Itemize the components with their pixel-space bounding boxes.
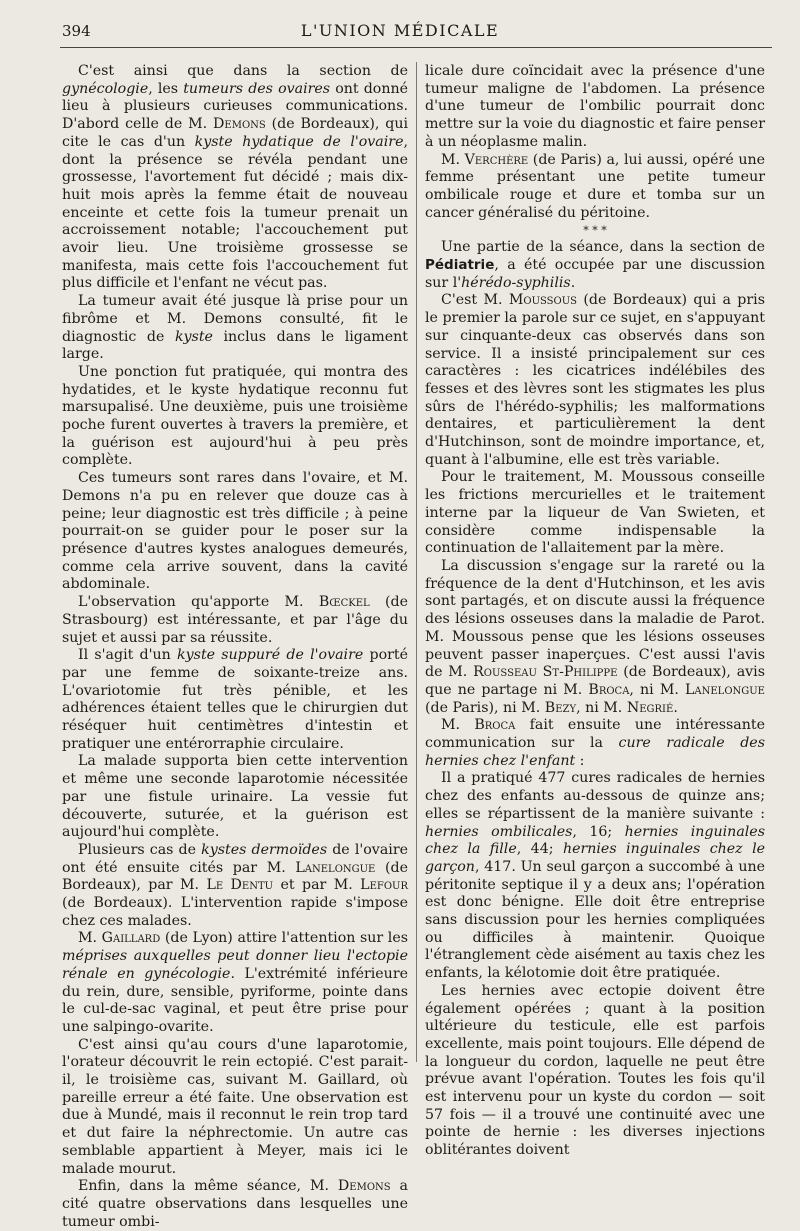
text-run: , a été occupée par une discussion sur l' xyxy=(425,257,765,291)
italic-text: kyste xyxy=(174,328,213,345)
paragraph xyxy=(425,717,765,770)
text-run: (de Paris) a, lui aussi, opéré une femme présentant une petite tumeur ombilicale rouge et dure et tomba sur un cancer généralisé du péritoine. xyxy=(425,151,766,221)
text-run: . L'extrémité inférieure du rein, dure, sensible, pyriforme, pointe dans le cul-de-sac vaginal, et peut être prise pour une salpingo-ovarite. xyxy=(62,965,408,1035)
italic-text: kyste hydatique de l'ovaire xyxy=(194,133,404,150)
author-name: Negrié xyxy=(626,699,674,716)
italic-text: hernies inguinales chez le garçon xyxy=(425,841,766,875)
italic-text: gynécologie xyxy=(62,80,149,97)
author-name: Broca xyxy=(474,717,516,734)
italic-text: cure radicale des hernies chez l'enfant xyxy=(425,735,765,769)
text-run: , ni M. xyxy=(576,699,627,716)
author-name: Moussous xyxy=(508,292,578,309)
paragraph xyxy=(425,469,765,558)
text-run: . xyxy=(570,274,576,291)
italic-text: hernies inguinales chez la fille xyxy=(425,823,765,858)
text-run: , dont la présence se révéla pendant une grossesse, l'avortement fut décidé ; mais dix-huit mois après la femme était de nouveau enceinte et cette fois la tumeur prenait un accroissement notable; l'accouchement put avoir lieu. Une troisième grossesse se manifesta, mais cette fois l'accouchement fut plus difficile et l'enfant ne vécut pas. xyxy=(62,133,408,292)
text-run: et par M. xyxy=(273,877,361,894)
author-name: Gaillard xyxy=(101,930,161,947)
text-run: , les xyxy=(148,80,184,97)
author-name: Bezy xyxy=(544,699,577,716)
paragraph xyxy=(62,1037,408,1179)
text-run: (de Bordeaux) qui a pris le premier la parole sur ce sujet, en s'appuyant sur cinquante-deux cas observés dans son service. Il a insisté principalement sur ces caractères : les cicatrices indélébiles des fesses et des lèvres sont les stigmates les plus sûrs de l'hérédo-syphilis; les malformations dentaires, et particulièrement la dent d'Hutchinson, sont de moindre importance, et, quant à l'albumine, elle est très variable. xyxy=(425,292,765,468)
text-run: L'observation qu'apporte M. xyxy=(78,594,319,611)
text-run: Les hernies avec ectopie doivent être également opérées ; quant à la position ultérieure du testicule, elle est parfois excellente, mais point toujours. Elle dépend de la longueur du cordon, laquelle ne peut être prévue avant l'opération. Toutes les fois qu'il est intervenu pour un kyste du cordon — soit 57 fois — il a trouvé une continuité avec une pointe de hernie : les diverses injections oblitérantes doivent xyxy=(425,982,765,1159)
paragraph xyxy=(425,152,765,223)
page-header xyxy=(0,20,800,48)
text-run: , 44; xyxy=(516,841,563,858)
text-run: C'est ainsi qu'au cours d'une laparotomie, l'orateur découvrit le rein ectopié. C'est parait-il, le troisième cas, suivant M. Gaillard, où pareille erreur a été faite. Une observation est due à Mundé, mais il reconnut le rein trop tard et dut faire la néphrectomie. Un autre cas semblable appartient à Meyer, mais ici le malade mourut. xyxy=(62,1036,408,1177)
text-run: : xyxy=(575,752,585,769)
author-name: Verchère xyxy=(464,151,529,168)
author-name: Lanelongue xyxy=(684,681,765,698)
author-name: Demons xyxy=(213,116,266,133)
running-title: L'UNION MÉDICALE xyxy=(300,21,500,40)
text-run: (de Bordeaux). L'intervention rapide s'impose chez ces malades. xyxy=(62,895,408,929)
text-run: Il s'agit d'un xyxy=(78,647,178,664)
left-column xyxy=(62,63,408,1231)
text-run: Enfin, dans la même séance, M. xyxy=(78,1178,338,1195)
author-name: Lefour xyxy=(360,877,408,894)
text-run: de l'ovaire ont été ensuite cités par M. xyxy=(62,841,408,876)
paragraph xyxy=(62,647,408,753)
header-rule xyxy=(60,47,772,48)
text-run: Une partie de la séance, dans la section de xyxy=(441,239,765,256)
author-name: Demons xyxy=(337,1178,391,1195)
text-run: (de Strasbourg) est intéressante, et par l'âge du sujet et aussi par sa réussite. xyxy=(62,594,408,646)
paragraph xyxy=(62,293,408,364)
paragraph xyxy=(62,470,408,594)
text-run: Ces tumeurs sont rares dans l'ovaire, et M. Demons n'a pu en relever que douze cas à peine; leur diagnostic est très difficile ; à peine pourrait-on se guider pour le poser sur la présence d'autres kystes analogues demeurés, comme cela arrive souvent, dans la cavité abdominale. xyxy=(62,470,408,593)
text-run: M. xyxy=(441,151,465,168)
text-run: Pour le traitement, M. Moussous conseille les frictions mercurielles et le traitement interne par la liqueur de Van Swieten, et considère comme indispensable la continuation de l'allaitement par la mère. xyxy=(425,469,765,557)
section-name: Pédiatrie xyxy=(425,257,495,274)
text-run: La discussion s'engage sur la rareté ou la fréquence de la dent d'Hutchinson, et les avis sont partagés, et on discute aussi la fréquence des lésions osseuses dans la maladie de Parot. M. Moussous pense que les lésions osseuses peuvent passer inaperçues. C'est aussi l'avis de M. xyxy=(425,557,765,681)
paragraph xyxy=(425,558,765,717)
text-run: (de Bordeaux), qui cite le cas d'un xyxy=(62,116,408,150)
paragraph xyxy=(425,292,765,469)
author-name: Le Dentu xyxy=(206,877,274,894)
text-run: , 16; xyxy=(572,823,625,840)
paragraph xyxy=(62,1178,408,1231)
text-run: M. xyxy=(78,930,102,947)
italic-text: tumeurs des ovaires xyxy=(183,80,331,97)
text-run: . xyxy=(673,699,678,716)
text-run: (de Lyon) attire l'attention sur les xyxy=(160,930,409,947)
section-separator: * * * xyxy=(583,224,607,238)
text-run: C'est ainsi que dans la section de xyxy=(78,63,408,79)
paragraph xyxy=(62,594,408,647)
text-run: La tumeur avait été jusque là prise pour un fibrôme et M. Demons consulté, fit le diagnostic de xyxy=(62,293,408,345)
text-run: a cité quatre observations dans lesquelles une tumeur ombi- xyxy=(62,1178,408,1230)
text-run: Il a pratiqué 477 cures radicales de hernies chez des enfants au-dessous de quinze ans; elles se répartissent de la manière suivante : xyxy=(425,770,765,822)
paragraph xyxy=(425,239,765,292)
paragraph xyxy=(62,753,408,842)
text-run: ont donné lieu à plusieurs curieuses communications. D'abord celle de M. xyxy=(62,80,409,133)
text-run: , 417. Un seul garçon a succombé à une péritonite septique il y a deux ans; l'opération est donc bénigne. Elle doit être entreprise sans discussion pour les hernies compliquées ou difficiles à maintenir. Quoique l'étranglement cède aisément au taxis chez les enfants, la kélotomie doit être pratiquée. xyxy=(425,858,765,982)
italic-text: hérédo-syphilis xyxy=(461,274,571,291)
italic-text: hernies ombilicales xyxy=(425,823,573,840)
page-number: 394 xyxy=(62,22,91,40)
text-run: Plusieurs cas de xyxy=(78,841,202,858)
text-run: fait ensuite une intéressante communication sur la xyxy=(425,717,766,752)
text-run: (de Bordeaux), par M. xyxy=(62,859,408,894)
italic-text: kyste suppuré de l'ovaire xyxy=(177,647,364,664)
author-name: Broca xyxy=(588,681,630,698)
right-column xyxy=(425,63,765,1160)
paragraph xyxy=(425,770,765,982)
text-run: licale dure coïncidait avec la présence d'une tumeur maligne de l'abdomen. La présence d'une tumeur de l'ombilic pourrait donc mettre sur la voie du diagnostic et faire penser à un néoplasme malin. xyxy=(425,63,765,150)
text-run: La malade supporta bien cette intervention et même une seconde laparotomie nécessitée par une fistule urinaire. La vessie fut découverte, suturée, et la guérison est aujourd'hui complète. xyxy=(62,753,408,841)
paragraph xyxy=(62,930,408,1036)
author-name: Lanelongue xyxy=(295,859,376,876)
text-run: Une ponction fut pratiquée, qui montra des hydatides, et le kyste hydatique reconnu fut marsupalisé. Une deuxième, puis une troisième poche furent ouvertes à travers la première, et la guérison est aujourd'hui à peu près complète. xyxy=(62,363,408,469)
author-name: Rousseau St-Philippe xyxy=(473,664,618,681)
text-run: M. xyxy=(441,717,475,734)
text-run: inclus dans le ligament large. xyxy=(62,328,408,363)
italic-text: méprises auxquelles peut donner lieu l'ectopie rénale en gynécologie xyxy=(62,948,408,982)
paragraph xyxy=(425,983,765,1160)
paragraph xyxy=(62,364,408,470)
text-run: (de Paris), ni M. xyxy=(425,699,545,716)
paragraph xyxy=(62,842,408,931)
author-name: Bœckel xyxy=(318,594,370,611)
column-divider xyxy=(416,62,417,1062)
paragraph xyxy=(62,63,408,293)
italic-text: kystes dermoïdes xyxy=(201,841,328,858)
text-run: , ni M. xyxy=(629,681,685,698)
text-run: porté par une femme de soixante-treize ans. L'ovariotomie fut très pénible, et les adhérences étaient telles que le chirurgien dut réséquer huit centimètres d'intestin et pratiquer une entérorraphie circulaire. xyxy=(62,647,408,752)
text-run: C'est M. xyxy=(441,292,509,309)
paragraph xyxy=(425,63,765,152)
text-run: (de Bordeaux), avis que ne partage ni M. xyxy=(425,664,765,698)
